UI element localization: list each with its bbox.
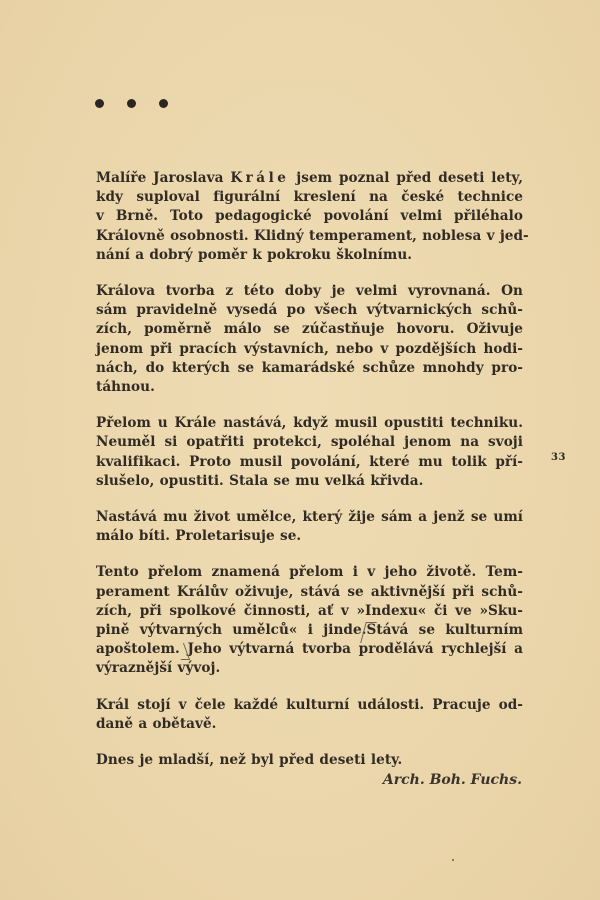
ornament-dots (95, 99, 168, 108)
text-line: zích, při spolkové činnosti, ať v »Indexu« či ve »Sku- (96, 602, 523, 619)
text-line: táhnou. (96, 379, 155, 396)
text-line: apoštolem. Jeho výtvarná tvorba prodělává rychlejší a (96, 641, 523, 658)
text-line: Dnes je mladší, než byl před deseti lety. (96, 752, 403, 769)
bullet-dot-icon (127, 99, 136, 108)
text-line: výraznější vývoj. (96, 660, 221, 677)
text-line: Král stojí v čele každé kulturní události. Pracuje od- (96, 696, 523, 713)
text-line: jenom při pracích výstavních, nebo v pozdějších hodi- (96, 340, 523, 357)
text-line: Králova tvorba z této doby je velmi vyrovnaná. On (96, 283, 523, 300)
text-line: sám pravidelně vysedá po všech výtvarnických schů- (96, 302, 523, 319)
text-line: nách, do kterých se kamarádské schůze mnohdy pro- (96, 359, 523, 376)
paragraph-7 (96, 751, 523, 770)
pencil-marked-text: Stává se kulturním (366, 622, 524, 639)
text-line: perament Králův oživuje, stává se aktivnější při schů- (96, 583, 523, 600)
paper-speck (452, 859, 454, 861)
text-line: Neuměl si opatřiti protekci, spoléhal jenom na svoji (96, 434, 523, 451)
text-line: Tento přelom znamená přelom i v jeho životě. Tem- (96, 564, 523, 581)
text-line: v Brně. Toto pedagogické povolání velmi přiléhalo (96, 208, 523, 225)
text-line: Královně osobnosti. Klidný temperament, noblesa v jed- (96, 227, 529, 244)
paragraph-5 (96, 563, 523, 678)
text-line: Přelom u Krále nastává, když musil opustiti techniku. (96, 415, 523, 432)
pencil-marked-text: apoštolem. (96, 641, 180, 658)
text-line: málo bíti. Proletarisuje se. (96, 528, 302, 545)
author-signature: Arch. Boh. Fuchs. (382, 772, 522, 788)
text-line: Malíře Jaroslava Krále jsem poznal před deseti lety, (96, 170, 523, 186)
paragraph-4 (96, 508, 523, 546)
article-body (96, 169, 529, 787)
text-line: nání a dobrý poměr k pokroku školnímu. (96, 246, 413, 263)
page-number: 33 (551, 452, 566, 463)
bullet-dot-icon (159, 99, 168, 108)
paragraph-1 (96, 169, 529, 265)
text-line: pině výtvarných umělců« i jinde.Stává se kulturním (96, 622, 524, 639)
paragraph-3 (96, 414, 523, 491)
text-line: kvalifikaci. Proto musil povolání, které mu tolik pří- (96, 453, 523, 470)
text-line: daně a obětavě. (96, 715, 217, 732)
emphasized-name: Krále (230, 170, 290, 186)
paragraph-6 (96, 696, 523, 734)
paragraph-2 (96, 282, 523, 397)
text-line: kdy suploval figurální kreslení na české technice (96, 189, 523, 206)
bullet-dot-icon (95, 99, 104, 108)
text-line: zích, poměrně málo se zúčastňuje hovoru. Oživuje (96, 321, 523, 338)
text-line: Nastává mu život umělce, který žije sám a jenž se umí (96, 509, 523, 526)
text-line: slušelo, opustiti. Stala se mu velká křivda. (96, 472, 424, 489)
